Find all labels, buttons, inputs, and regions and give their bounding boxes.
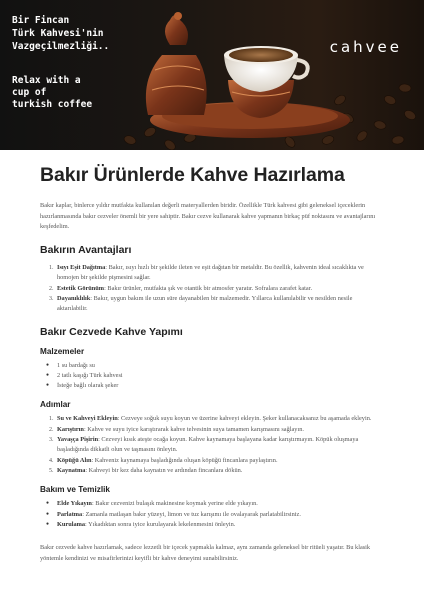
item-text: : Zamanla matlaşan bakır yüzeyi, limon ve tuz karışımı ile ovalayarak parlatabilirsiniz. <box>82 510 301 518</box>
article-intro: Bakır kaplar, binlerce yıldır mutfakta kullanılan değerli materyallerden biridir. Özellikle Türk kahvesi gibi geleneksel içeceklerin hazırlanmasında bakır cezveler önemli bir yere sahiptir. Bakır cezve kullanarak kahve yapmanın birkaç püf noktasını ve avantajlarını keşfedelim. <box>40 202 376 231</box>
article-content <box>0 164 424 565</box>
ingredients-list <box>40 361 384 392</box>
making-heading: Bakır Cezvede Kahve Yapımı <box>40 325 183 338</box>
ingredients-heading: Malzemeler <box>40 346 85 356</box>
hero-banner <box>0 0 424 150</box>
list-item <box>55 294 384 315</box>
banner-tagline-turkish: Bir Fincan Türk Kahvesi'nin Vazgeçilmezliği.. <box>12 15 110 52</box>
item-title: Estetik Görünüm <box>57 284 105 292</box>
list-item <box>55 456 384 466</box>
item-title: Köpüğü Alın <box>57 456 92 464</box>
list-item: ● 1 su bardağı su <box>55 361 384 371</box>
item-title: Yavaşça Pişirin <box>57 436 99 444</box>
item-title: Su ve Kahveyi Ekleyin <box>57 415 118 423</box>
item-title: Parlatma <box>57 510 83 518</box>
list-item <box>55 263 384 284</box>
list-item: ● 2 tatlı kaşığı Türk kahvesi <box>55 371 384 381</box>
item-title: Karıştırın <box>57 425 84 433</box>
article-title: Bakır Ürünlerde Kahve Hazırlama <box>40 164 345 186</box>
item-title: Kurulama <box>57 520 85 528</box>
item-text: : Cezveye soğuk suyu koyun ve üzerine kahveyi ekleyin. Şeker kullanacaksanız bu aşamada ekleyin. <box>117 415 372 423</box>
item-text: : Bakır ürünler, mutfakta şık ve otantik bir atmosfer yaratır. Sofralara zarafet katar. <box>104 284 313 292</box>
item-title: Dayanıklılık <box>57 295 91 302</box>
list-item <box>55 425 384 435</box>
banner-taglines <box>12 14 162 111</box>
list-item <box>55 284 384 294</box>
list-item: ● İsteğe bağlı olarak şeker <box>55 381 384 391</box>
item-title: Elde Yıkayın <box>57 500 92 508</box>
list-item <box>55 510 384 520</box>
list-item <box>55 435 384 456</box>
list-item <box>55 414 384 424</box>
item-text: : Bakır, uygun bakım ile uzun süre dayanabilen bir malzemedir. Yıllarca kullanılabilir ve nesilden nesile aktarılabilir. <box>57 295 353 313</box>
advantages-list <box>40 263 384 314</box>
item-text: : Kahveniz kaynamaya başladığında oluşan köpüğü fincanlara paylaştırın. <box>91 456 278 464</box>
brand-logo: cahvee <box>329 38 402 56</box>
item-text: : Kahve ve suyu iyice karıştırarak kahve telvesinin suya tamamen karışmasını sağlayın. <box>83 425 304 433</box>
steps-heading: Adımlar <box>40 400 71 410</box>
item-text: : Bakır cezvenizi bulaşık makinesine koymak yerine elde yıkayın. <box>91 500 258 508</box>
item-title: Kaynatma <box>57 466 86 474</box>
list-item <box>55 466 384 476</box>
steps-list <box>40 414 384 476</box>
article-closing: Bakır cezvede kahve hazırlamak, sadece lezzetli bir içecek yapmakla kalmaz, aynı zamanda geleneksel bir ritüeli yaşatır. Bu klasik yöntemle kendinizi ve misafirlerinizi keyifli bir kahve deneyimi sunabilirsiniz. <box>40 544 371 562</box>
item-text: : Kahveyi bir kez daha kaynatın ve ardından fincanlara dökün. <box>85 466 243 474</box>
list-item <box>55 499 384 509</box>
list-item <box>55 520 384 530</box>
banner-tagline-english: Relax with a cup of turkish coffee <box>12 75 93 110</box>
item-title: Isıyı Eşit Dağıtma <box>57 264 106 272</box>
care-heading: Bakım ve Temizlik <box>40 485 110 495</box>
care-list <box>40 499 384 530</box>
advantages-heading: Bakırın Avantajları <box>40 244 132 257</box>
item-text: : Yıkadıktan sonra iyice kurulayarak lekelenmesini önleyin. <box>85 520 236 528</box>
item-text: : Bakır, ısıyı hızlı bir şekilde ileten ve eşit dağıtan bir metaldir. Bu özellik, kahvenin ideal sıcaklıkta ve homojen bir şekilde pişmesini sağlar. <box>57 264 364 282</box>
item-text: : Cezveyi kısık ateşte ocağa koyun. Kahve kaynamaya başlayana kadar karıştırmayın. Köpük oluşmaya başladığında dikkatli olun ve taşmasını önleyin. <box>57 436 359 454</box>
